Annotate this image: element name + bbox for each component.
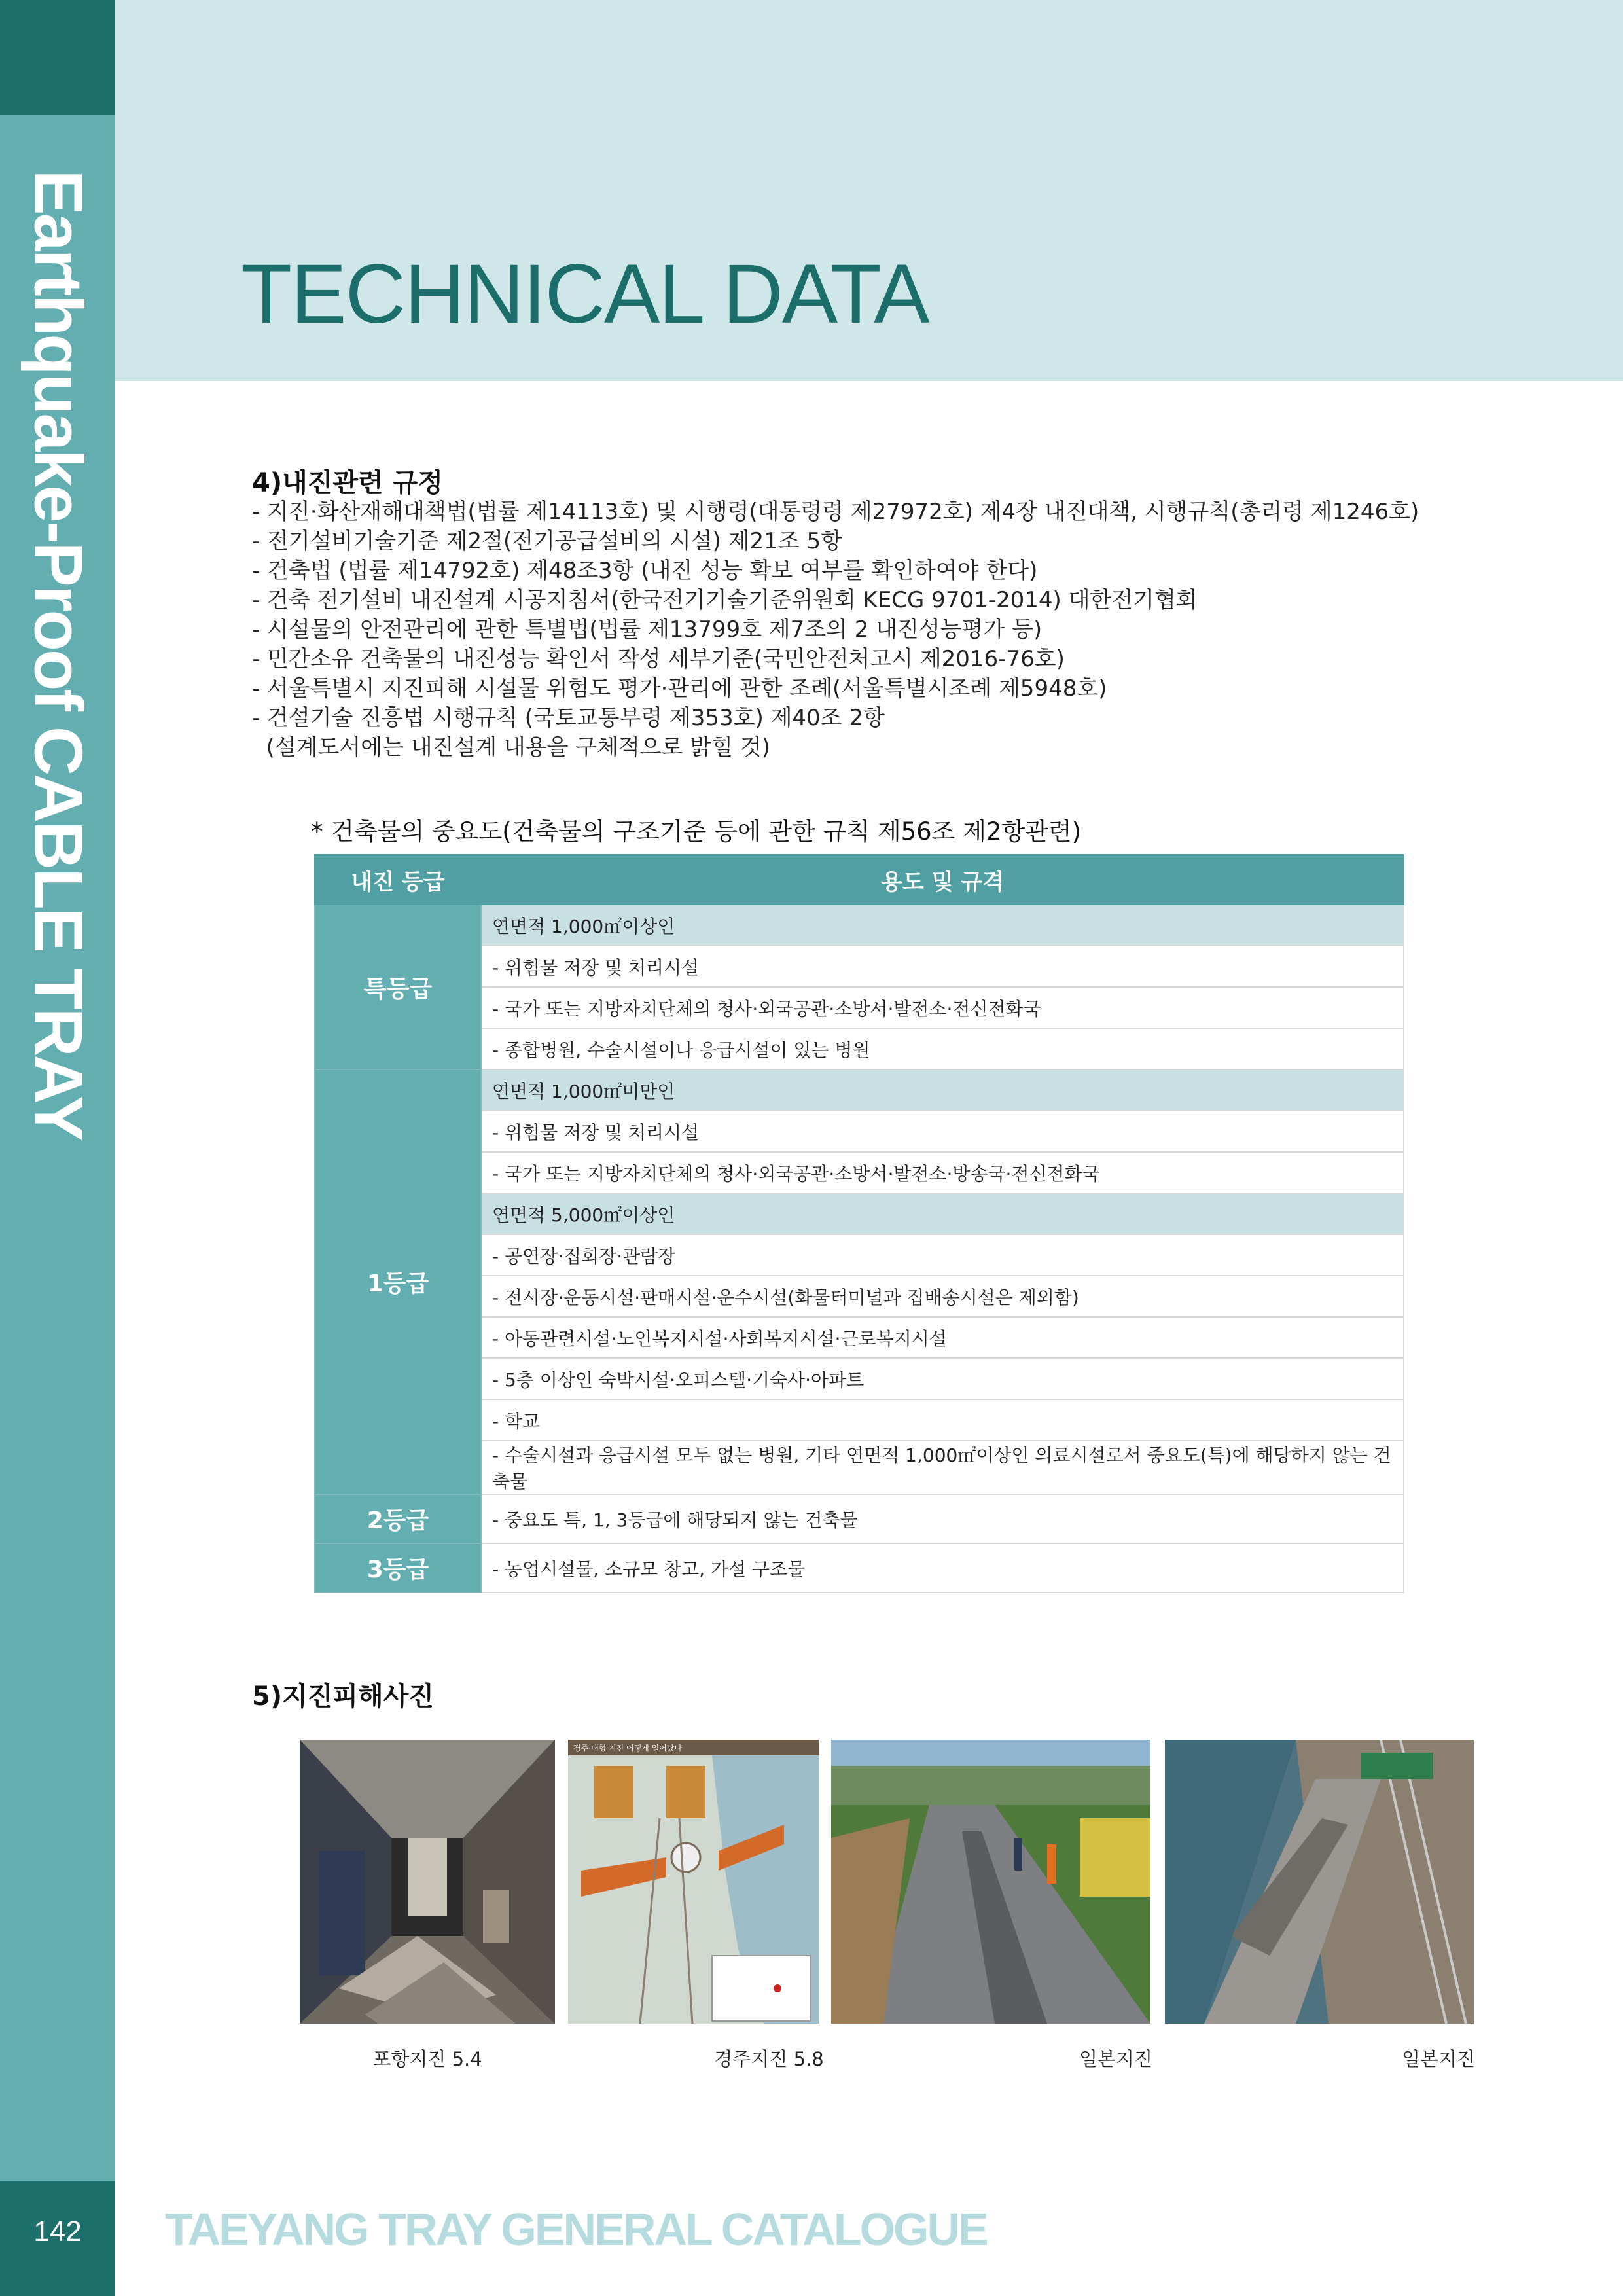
list-item: - 민간소유 건축물의 내진성능 확인서 작성 세부기준(국민안전처고시 제2016-76호): [252, 646, 1065, 672]
table-cell: - 아동관련시설·노인복지시설·사회복지시설·근로복지시설: [481, 1317, 1404, 1358]
table-cell: 연면적 5,000㎡이상인: [481, 1193, 1404, 1234]
section-heading-photos: 5)지진피해사진: [252, 1681, 434, 1712]
grade-second: 2등급: [315, 1494, 481, 1543]
photo-caption: 포항지진 5.4: [372, 2048, 482, 2070]
photo-caption: 경주지진 5.8: [714, 2048, 824, 2070]
list-item: - 전기설비기술기준 제2절(전기공급설비의 시설) 제21조 5항: [252, 528, 842, 554]
table-cell: - 5층 이상인 숙박시설·오피스텔·기숙사·아파트: [481, 1358, 1404, 1399]
map-header-text: 경주·대형 지진 어떻게 일어났나: [573, 1744, 682, 1753]
photo-pohang-earthquake: [300, 1740, 555, 2024]
list-item: - 건축법 (법률 제14792호) 제48조3항 (내진 성능 확보 여부를 확인하여야 한다): [252, 558, 1038, 584]
column-header-grade: 내진 등급: [315, 855, 481, 905]
table-cell: - 위험물 저장 및 처리시설: [481, 946, 1404, 987]
list-item: (설계도서에는 내진설계 내용을 구체적으로 밝힐 것): [252, 734, 770, 761]
photo-gyeongju-earthquake: [568, 1740, 819, 2024]
table-cell: - 학교: [481, 1399, 1404, 1441]
list-item: - 지진·화산재해대책법(법률 제14113호) 및 시행령(대통령령 제27972호) 제4장 내진대책, 시행규칙(총리령 제1246호): [252, 499, 1419, 525]
seismic-grade-table: [314, 854, 1404, 1593]
table-cell: - 중요도 특, 1, 3등급에 해당되지 않는 건축물: [481, 1494, 1404, 1543]
table-cell: - 위험물 저장 및 처리시설: [481, 1111, 1404, 1152]
photo-japan-earthquake-bridge: [1165, 1740, 1474, 2024]
table-header-row: [315, 855, 1404, 905]
column-header-usage: 용도 및 규격: [481, 855, 1404, 905]
photo-japan-earthquake-road: [831, 1740, 1150, 2024]
table-cell: - 농업시설물, 소규모 창고, 가설 구조물: [481, 1543, 1404, 1592]
table-cell: - 공연장·집회장·관람장: [481, 1234, 1404, 1276]
footer-brand: TAEYANG TRAY GENERAL CATALOGUE: [165, 2204, 987, 2255]
list-item: - 건설기술 진흥법 시행규칙 (국토교통부령 제353호) 제40조 2항: [252, 705, 885, 731]
section-heading-regulations: 4)내진관련 규정: [252, 468, 443, 498]
list-item: - 건축 전기설비 내진설계 시공지침서(한국전기기술기준위원회 KECG 9701-2014) 대한전기협회: [252, 587, 1198, 613]
table-cell: 연면적 1,000㎡미만인: [481, 1069, 1404, 1111]
sidebar-top-block: [0, 0, 115, 115]
photo-caption: 일본지진: [1401, 2048, 1476, 2070]
table-row: [315, 1543, 1404, 1592]
table-cell: - 수술시설과 응급시설 모두 없는 병원, 기타 연면적 1,000㎡이상인 의료시설로서 중요도(특)에 해당하지 않는 건축물: [481, 1441, 1404, 1494]
table-row: [315, 1494, 1404, 1543]
table-caption: * 건축물의 중요도(건축물의 구조기준 등에 관한 규칙 제56조 제2항관련): [311, 817, 1082, 846]
table-row: [315, 905, 1404, 946]
grade-first: 1등급: [315, 1069, 481, 1494]
page-number: 142: [33, 2215, 82, 2248]
grade-third: 3등급: [315, 1543, 481, 1592]
grade-special: 특등급: [315, 905, 481, 1069]
table-row: [315, 1069, 1404, 1111]
table-cell: - 종합병원, 수술시설이나 응급시설이 있는 병원: [481, 1028, 1404, 1069]
table-cell: - 국가 또는 지방자치단체의 청사·외국공관·소방서·발전소·전신전화국: [481, 987, 1404, 1028]
table-cell: - 국가 또는 지방자치단체의 청사·외국공관·소방서·발전소·방송국·전신전화국: [481, 1152, 1404, 1193]
table-cell: 연면적 1,000㎡이상인: [481, 905, 1404, 946]
list-item: - 시설물의 안전관리에 관한 특별법(법률 제13799호 제7조의 2 내진성능평가 등): [252, 617, 1043, 643]
photo-caption: 일본지진: [1079, 2048, 1153, 2070]
list-item: - 서울특별시 지진피해 시설물 위험도 평가·관리에 관한 조례(서울특별시조례 제5948호): [252, 675, 1107, 702]
table-cell: - 전시장·운동시설·판매시설·운수시설(화물터미널과 집배송시설은 제외함): [481, 1276, 1404, 1317]
vertical-title: Earthquake-Proof CABLE TRAY: [20, 170, 96, 1139]
regulation-list: [252, 497, 1419, 762]
page-title: TECHNICAL DATA: [241, 247, 929, 341]
